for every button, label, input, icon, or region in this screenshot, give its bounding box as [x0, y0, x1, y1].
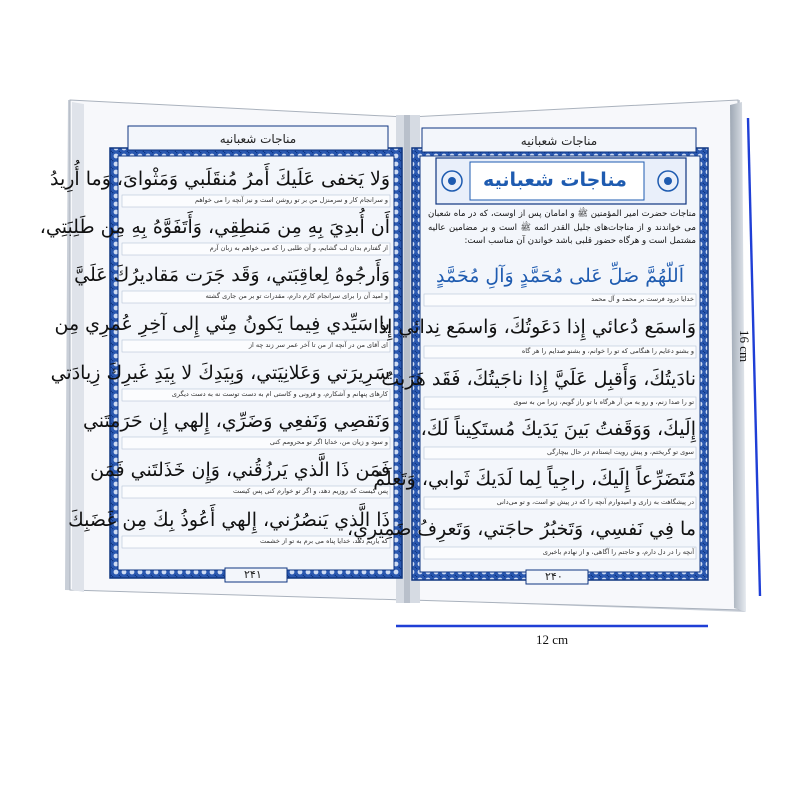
left-page-number: ۲۴۱	[244, 568, 262, 581]
translation-line: و امید آن را برای سرانجام کارم دارم، مقدرات تو بر من جاری گشته	[205, 292, 388, 300]
translation-line: ای آقای من در آنچه از من تا آخر عمر سر زند چه از	[248, 341, 388, 349]
arabic-line: يا سَيِّدي فِيما يَكونُ مِنّي إِلى آخِرِ عُمرِي مِن	[54, 313, 390, 335]
arabic-line: وَاسمَع دُعائي إِذا دَعَوتُكَ، وَاسمَع نِدائي إِذا	[373, 316, 696, 338]
arabic-line: مُتَضَرِّعاً إِلَيكَ، راجِياً لِما لَدَيكَ ثَوابي، وَتَعلَمُ	[373, 468, 696, 490]
arabic-line: سَرِيرَتي وَعَلانِيَتي، وَبِيَدِكَ لا بِيَدِ غَيرِكَ زِيادَتي	[50, 362, 390, 384]
arabic-line: فَمَن ذَا الَّذي يَرزُقُني، وَإِن خَذَلتَني فَمَن	[90, 459, 390, 481]
arabic-line: وَنَقصِي وَنَفعِي وَضَرِّي، إِلهي إِن حَرَمتَني	[82, 410, 390, 432]
arabic-line: نادَيتُكَ، وَأَقبِل عَلَيَّ إِذا ناجَيتُكَ، فَقَد هَرَبتُ	[381, 368, 696, 390]
translation-line: و بشنو دعایم را هنگامی که تو را خوانم، و بشنو صدایم را هر گاه	[521, 347, 694, 355]
translation-line: از گفتارم بدان لب گشایم، و آن طلبی را که می خواهم به زبان آرم	[209, 244, 388, 252]
right-page-header: مناجات شعبانیه	[520, 134, 598, 148]
intro-paragraph: مناجات حضرت امیر المؤمنین ﷺ و امامان پس از اوست، که در ماه شعبان می خواندند و از مناجات‌های جلیل القدر ائمه ﷺ است و بر مضامین عالیه مشتمل است و هرگاه حضور قلبی باشد خواندن آن مناسب است:	[428, 209, 696, 247]
translation-line: که یاریم دهد، خدایا پناه می برم به تو از خشمت	[259, 537, 388, 545]
arabic-line: إِلَيكَ، وَوَقَفتُ بَينَ يَدَيكَ مُستَكِيناً لَكَ،	[420, 418, 696, 440]
arabic-line: ما فِي نَفسِي، وَتَخبُرُ حاجَتي، وَتَعرِفُ ضَمِيري،	[346, 518, 696, 540]
arabic-line: وَلا يَخفى عَلَيكَ أَمرُ مُنقَلَبي وَمَثْواىَ، وَما أُرِيدُ	[49, 168, 390, 190]
arabic-line: وَأَرجُوهُ لِعاقِبَتي، وَقَد جَرَت مَقاديرُكَ عَلَيَّ	[74, 264, 390, 286]
prayer-title: مناجات شعبانیه	[483, 169, 627, 191]
translation-line: تو را صدا زنم، و رو به من آر هرگاه با تو راز گویم، زیرا من به سوی	[513, 398, 694, 406]
translation-line: سوی تو گریختم، و پیش رویت ایستادم در حال بیچارگی	[546, 448, 694, 456]
translation-line: و سرانجام کار و سرمنزل من بر تو روشن است و نیز آنچه را می خواهم	[195, 196, 388, 204]
arabic-line: ذَا الَّذي يَنصُرُني، إِلهي أَعُوذُ بِكَ مِن غَضَبِكَ	[68, 509, 390, 531]
translation-line: در پیشگاهت به زاری و امیدوارم آنچه را که در پیش تو است، و تو می‌دانی	[496, 498, 694, 506]
translation-line: خدایا درود فرست بر محمد و آل محمد	[591, 295, 694, 303]
height-dimension-label: 16 cm	[737, 330, 752, 363]
arabic-line: أَن أُبدِيَ بِهِ مِن مَنطِقِي، وَأَتَفَوَّهُ بِهِ مِن طَلِبَتِي،	[39, 216, 390, 238]
left-page-header: مناجات شعبانیه	[219, 132, 297, 146]
translation-line: و سود و زیان من، خدایا اگر تو محرومم کنی	[269, 438, 388, 446]
width-dimension-label: 12 cm	[536, 632, 569, 647]
right-page-number: ۲۴۰	[545, 570, 563, 583]
salawat-line: اَللّهُمَّ صَلِّ عَلى مُحَمَّدٍ وَآلِ مُحَمَّدٍ	[435, 265, 684, 287]
translation-line: کارهای پنهانم و آشکارم، و فزونی و کاستی ام به دست توست نه به دست دیگری	[171, 390, 388, 398]
translation-line: پس کیست که روزیم دهد، و اگر تو خوارم کنی پس کیست	[233, 487, 388, 495]
translation-line: آنچه را در دل دارم، و حاجتم را آگاهی، و از نهادم باخبری	[542, 548, 694, 556]
